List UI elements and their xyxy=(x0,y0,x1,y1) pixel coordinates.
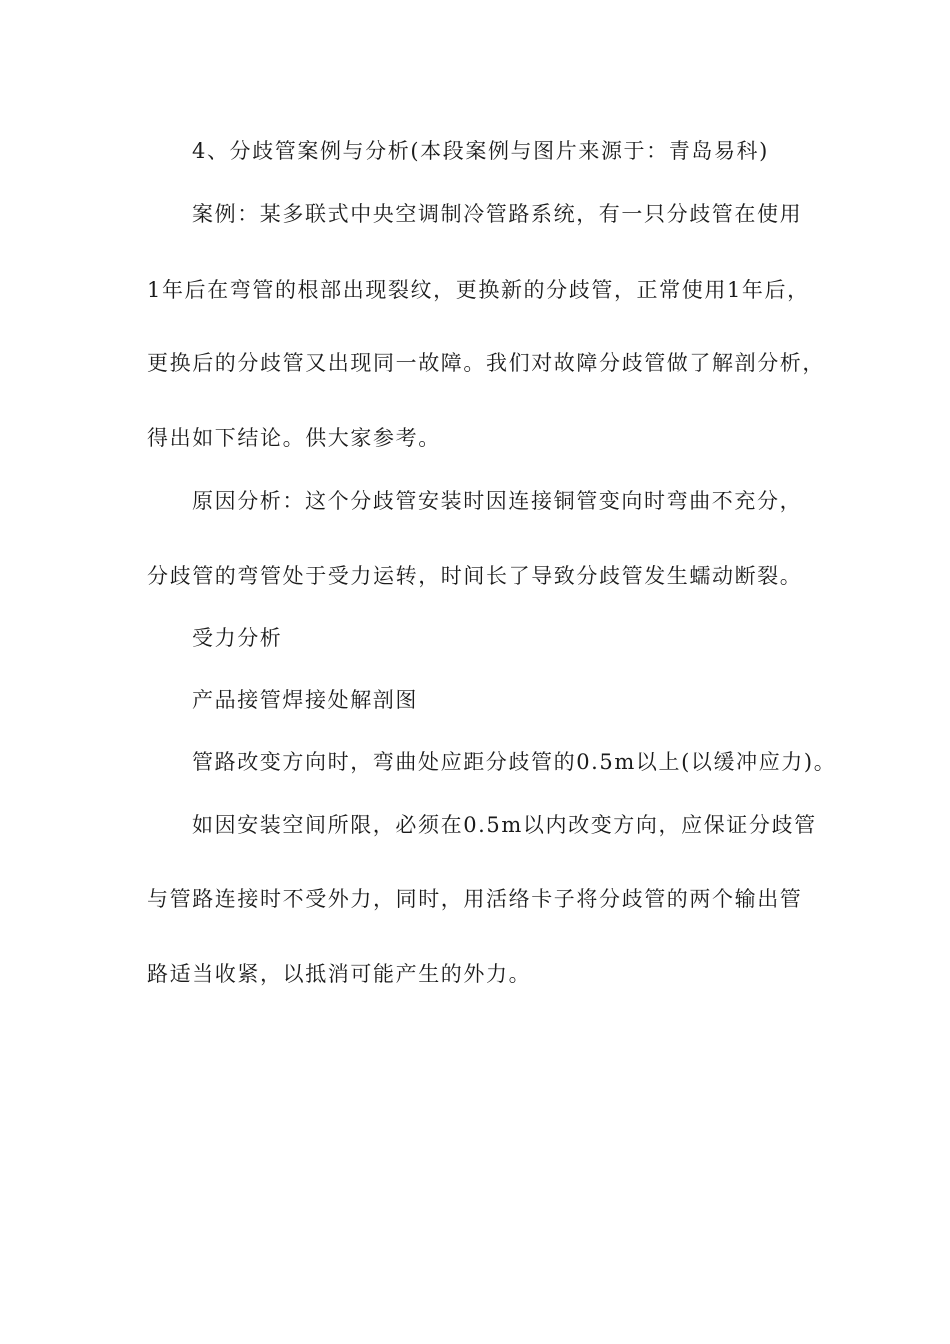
paragraph-line: 分歧管的弯管处于受力运转，时间长了导致分歧管发生蠕动断裂。 xyxy=(147,564,803,588)
paragraph-line: 管路改变方向时，弯曲处应距分歧管的0.5m以上(以缓冲应力)。 xyxy=(192,750,837,774)
section-heading: 4、分歧管案例与分析(本段案例与图片来源于：青岛易科) xyxy=(192,139,769,163)
paragraph-line: 案例：某多联式中央空调制冷管路系统，有一只分歧管在使用 xyxy=(192,202,803,226)
paragraph-line: 如因安装空间所限，必须在0.5m以内改变方向，应保证分歧管 xyxy=(192,813,817,837)
subheading: 受力分析 xyxy=(192,626,283,650)
paragraph-line: 得出如下结论。供大家参考。 xyxy=(147,426,441,450)
paragraph-line: 原因分析：这个分歧管安装时因连接铜管变向时弯曲不充分， xyxy=(192,489,803,513)
paragraph-line: 与管路连接时不受外力，同时，用活络卡子将分歧管的两个输出管 xyxy=(147,887,803,911)
paragraph-line: 路适当收紧，以抵消可能产生的外力。 xyxy=(147,962,532,986)
paragraph-line: 更换后的分歧管又出现同一故障。我们对故障分歧管做了解剖分析， xyxy=(147,351,825,375)
paragraph-line: 1年后在弯管的根部出现裂纹，更换新的分歧管，正常使用1年后， xyxy=(147,278,810,302)
figure-caption: 产品接管焊接处解剖图 xyxy=(192,688,418,712)
